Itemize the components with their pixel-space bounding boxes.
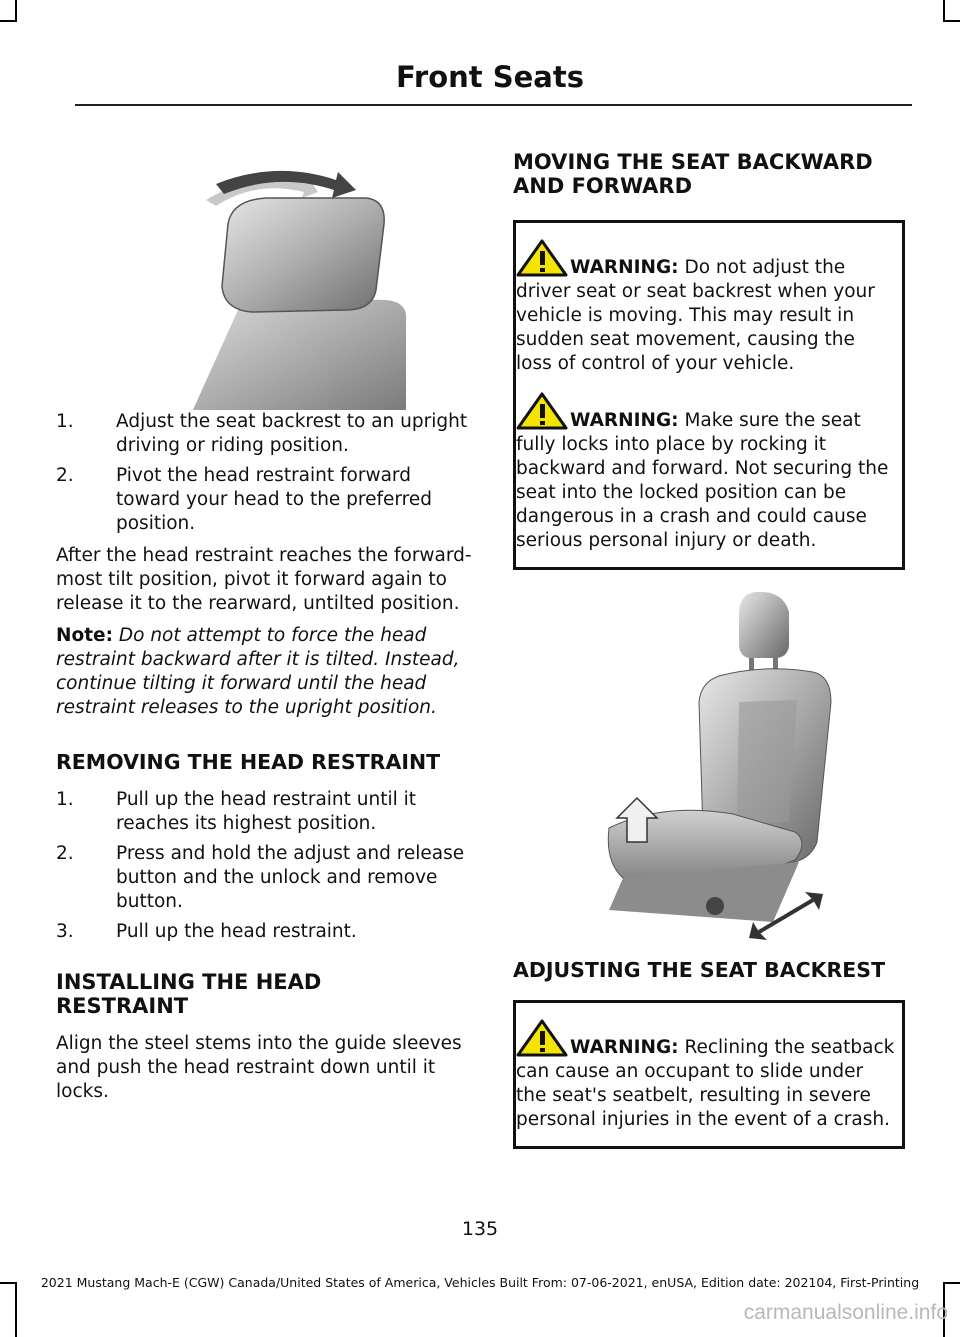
crop-mark — [15, 0, 17, 22]
list-item: 2. Press and hold the adjust and release button and the unlock and remove button. — [56, 843, 465, 912]
crop-mark — [943, 20, 960, 22]
note-label: Note: — [56, 625, 113, 646]
warning-paragraph — [516, 392, 896, 553]
warning-paragraph — [516, 1019, 896, 1132]
left-column — [56, 140, 476, 1112]
warning-paragraph — [516, 239, 896, 376]
warning-box-moving-seat — [513, 220, 905, 570]
seat-image — [513, 592, 905, 962]
note-text: Do not attempt to force the head restraint backward after it is tilted. Instead, continue tilting it forward until the head restraint releases to the upright position. — [56, 625, 460, 718]
tilt-steps — [56, 410, 476, 536]
head-restraint-tilt-illustration — [56, 140, 476, 410]
page-number: 135 — [461, 1218, 499, 1240]
warning-text: Reclining the seatback can cause an occupant to slide under the seat's seatbelt, resulting in severe personal injuries in the event of a crash. — [516, 1037, 895, 1130]
header-rule — [75, 104, 912, 106]
paragraph-release: After the head restraint reaches the forward-most tilt position, pivot it forward again to release it to the rearward, untilted position. — [56, 545, 472, 614]
note — [56, 624, 476, 720]
heading-removing-head-restraint: REMOVING THE HEAD RESTRAINT — [56, 750, 441, 774]
warning-box-backrest — [513, 1000, 905, 1149]
warning-label: WARNING: — [570, 257, 679, 278]
crop-mark — [15, 1282, 17, 1337]
right-column — [513, 140, 905, 1149]
list-item: 3. Pull up the head restraint. — [56, 921, 357, 942]
warning-triangle-icon — [516, 239, 570, 277]
page-title: Front Seats — [395, 60, 584, 94]
crop-mark — [943, 0, 945, 22]
crop-mark — [0, 20, 17, 22]
head-restraint-image — [56, 140, 476, 410]
seat-fore-aft-illustration — [513, 592, 905, 962]
paragraph-install: Align the steel stems into the guide sleeves and push the head restraint down until it locks. — [56, 1033, 462, 1102]
warning-triangle-icon — [516, 1019, 570, 1057]
warning-text: Make sure the seat fully locks into place by rocking it backward and forward. Not securing the seat into the locked position can be dangerous in a crash and could cause serious personal injury or death. — [516, 410, 889, 551]
warning-triangle-icon — [516, 392, 570, 430]
heading-installing-head-restraint: INSTALLING THE HEAD RESTRAINT — [56, 970, 322, 1018]
warning-text: Do not adjust the driver seat or seat backrest when your vehicle is moving. This may result in sudden seat movement, causing the loss of control of your vehicle. — [516, 257, 875, 374]
footer-edition-info: 2021 Mustang Mach-E (CGW) Canada/United States of America, Vehicles Built From: 07-06-2021, enUSA, Edition date: 202104, First-Printing — [40, 1275, 920, 1290]
list-item: 1. Pull up the head restraint until it reaches its highest position. — [56, 789, 417, 834]
watermark[interactable]: carmanualsonline.info — [743, 1301, 948, 1324]
heading-moving-seat: MOVING THE SEAT BACKWARD AND FORWARD — [513, 150, 873, 198]
removal-steps — [56, 788, 476, 944]
heading-adjusting-backrest: ADJUSTING THE SEAT BACKREST — [513, 958, 886, 982]
warning-label: WARNING: — [570, 410, 679, 431]
list-item: 1. Adjust the seat backrest to an upright driving or riding position. — [56, 411, 468, 456]
list-item: 2. Pivot the head restraint forward toward your head to the preferred position. — [56, 465, 433, 534]
warning-label: WARNING: — [570, 1037, 679, 1058]
